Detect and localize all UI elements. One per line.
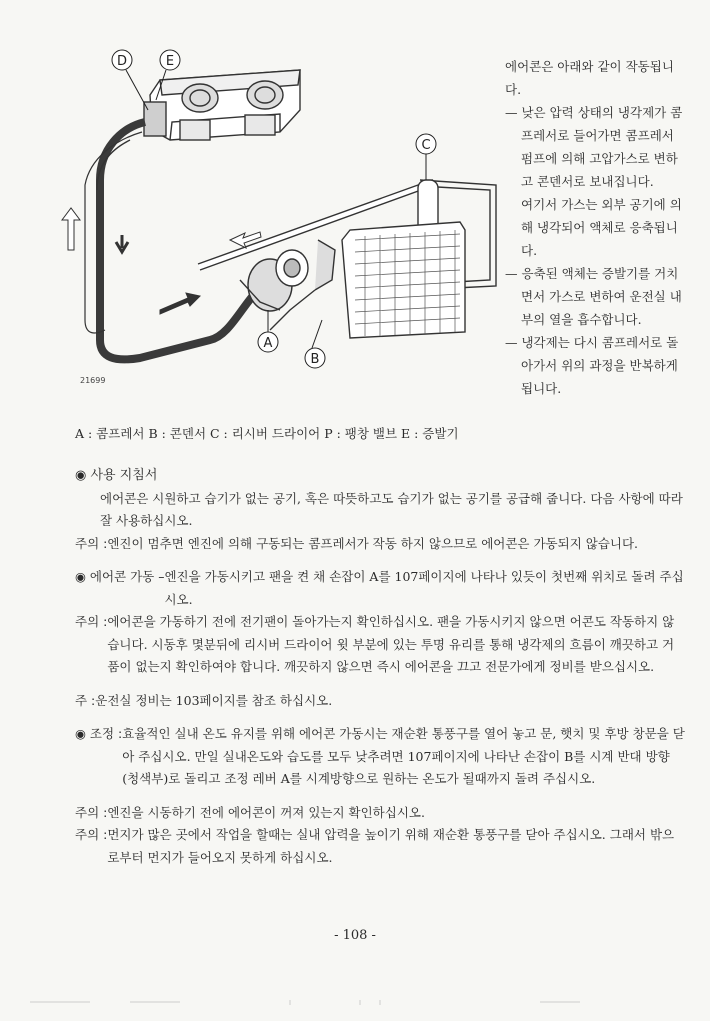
note-label: 주 :: [75, 692, 96, 708]
note-text: 운전실 정비는 103페이지를 참조 하십시오.: [95, 692, 333, 708]
side-step-1: — 낮은 압력 상태의 냉각제가 콤프레서로 들어가면 콤프레서 펌프에 의해 고압가스로 변하고 콘덴서로 보내집니다.: [505, 105, 683, 189]
ac-operation: [75, 566, 685, 611]
note-text: 엔진을 시동하기 전에 에어콘이 꺼져 있는지 확인하십시오.: [107, 804, 425, 820]
ac-operation-text: 엔진을 가동시키고 팬을 켠 채 손잡이 A를 107페이지에 나타나 있듯이 첫번째 위치로 돌려 주십시오.: [164, 569, 684, 607]
side-step-2: — 응축된 액체는 증발기를 거치면서 가스로 변하여 운전실 내부의 열을 흡수합니다.: [505, 266, 682, 327]
adjustment-text: 효율적인 실내 온도 유지를 위해 에어콘 가동시는 재순환 통풍구를 열어 놓고 문, 햇치 및 후방 창문을 닫아 주십시오. 만일 실내온도와 습도를 모두 낮추려면 107페이지에 나타난 손잡이 B를 시계 반대 방향(청색부)로 돌리고 조정 레버 A를 시계방향으로 원하는 온도가 될때까지 돌려 주십시오.: [122, 726, 685, 786]
note-1: [75, 533, 685, 556]
component-legend: A : 콤프레서 B : 콘덴서 C : 리시버 드라이어 P : 팽창 밸브 E : 증발기: [75, 426, 459, 441]
side-intro: 에어콘은 아래와 같이 작동됩니다.: [505, 59, 674, 97]
operation-description: [505, 55, 683, 400]
note-4: [75, 802, 685, 825]
label-c: C: [421, 138, 431, 153]
adjustment: [75, 723, 685, 791]
instructions-body: [75, 465, 685, 869]
note-label: 주의 :: [75, 535, 108, 551]
label-e: E: [165, 54, 175, 69]
ac-operation-title: ◉ 에어콘 가동 –: [75, 569, 165, 584]
note-text: 먼지가 많은 곳에서 작업을 할때는 실내 압력을 높이기 위해 재순환 통풍구를 닫아 주십시오. 그래서 밖으로부터 먼지가 들어오지 못하게 하십시오.: [107, 827, 675, 865]
note-3: [75, 690, 685, 713]
page-number: - 108 -: [334, 928, 376, 943]
note-label: 주의 :: [75, 614, 108, 629]
usage-guide-title: ◉ 사용 지침서: [75, 468, 158, 483]
label-b: B: [310, 352, 320, 367]
scan-artifact: [20, 998, 690, 1006]
air-conditioning-circuit-diagram: [60, 40, 500, 410]
label-d: D: [116, 54, 128, 69]
adjustment-title: ◉ 조정 :: [75, 726, 123, 741]
side-step-3: — 냉각제는 다시 콤프레서로 돌아가서 위의 과정을 반복하게 됩니다.: [505, 335, 679, 396]
side-step-1-cont: 여기서 가스는 외부 공기에 의해 냉각되어 액체로 응축됩니다.: [521, 197, 682, 258]
label-a: A: [263, 336, 273, 351]
note-text: 엔진이 멈추면 엔진에 의해 구동되는 콤프레서가 작동 하지 않으므로 에어콘은 가동되지 않습니다.: [107, 535, 639, 551]
note-5: [75, 824, 685, 869]
note-label: 주의 :: [75, 827, 108, 842]
note-text: 에어콘을 가동하기 전에 전기팬이 돌아가는지 확인하십시오. 팬을 가동시키지 않으면 어콘도 작동하지 않습니다. 시동후 몇분뒤에 리시버 드라이어 윗 부분에 있는 투명 유리를 통해 냉각제의 흐름이 깨끗하고 거품이 없는지 확인하여야 합니다. 깨끗하지 않으면 즉시 에어콘을 끄고 전문가에게 정비를 받으십시오.: [107, 614, 675, 674]
usage-guide-text: 에어콘은 시원하고 습기가 없는 공기, 혹은 따뜻하고도 습기가 없는 공기를 공급해 줍니다. 다음 사항에 따라 잘 사용하십시오.: [100, 490, 683, 528]
note-label: 주의 :: [75, 804, 108, 820]
figure-number: 21699: [80, 376, 106, 385]
note-2: [75, 611, 685, 679]
